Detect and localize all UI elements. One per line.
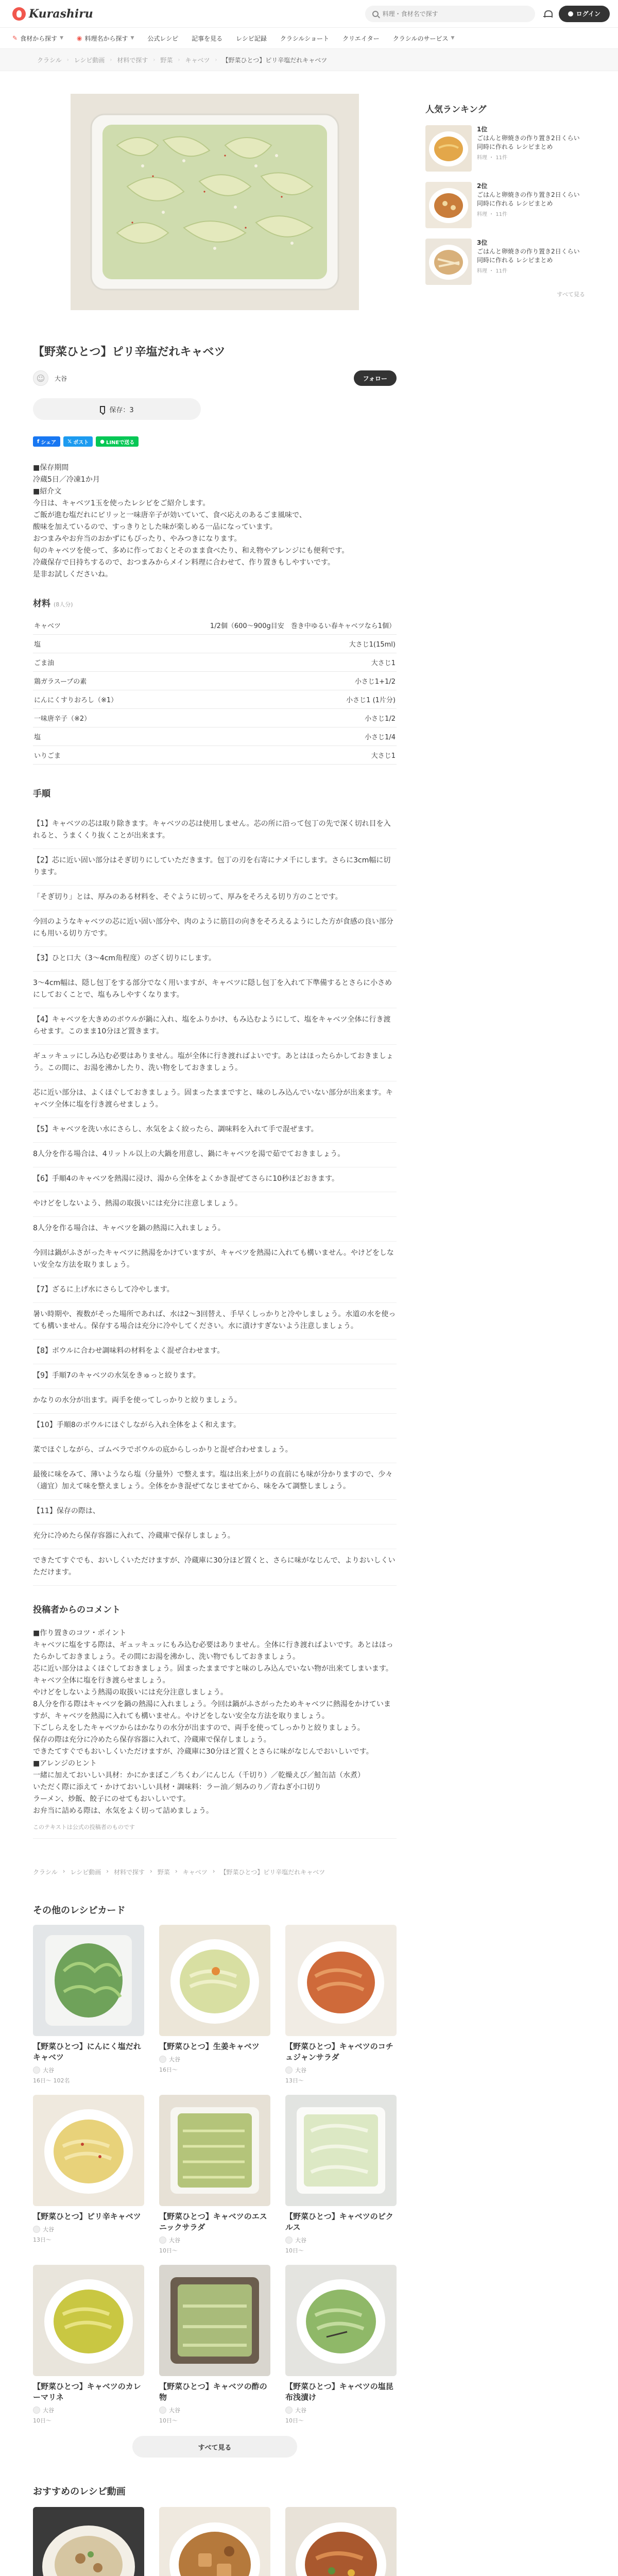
- avatar: [159, 2236, 166, 2244]
- nav-item-services[interactable]: クラシルのサービス ▼: [392, 35, 455, 42]
- rank-badge: 1位: [477, 126, 488, 133]
- step-item: 【5】キャベツを洗い水にさらし、水気をよく絞ったら、調味料を入れて手で混ぜます。: [33, 1118, 397, 1143]
- chevron-right-icon: ›: [66, 57, 69, 63]
- recipe-card-image: [285, 2095, 397, 2206]
- recipe-card-title: 【野菜ひとつ】キャベツのカレーマリネ: [33, 2382, 141, 2402]
- intro-line: ご飯が進む塩だれにピリッと一味唐辛子が効いていて、食べ応えのあるごま風味で、: [33, 511, 306, 519]
- video-card[interactable]: [159, 2507, 270, 2576]
- avatar: [33, 2406, 40, 2414]
- recipe-title: 【野菜ひとつ】ピリ辛塩だれキャベツ: [33, 346, 226, 359]
- bookmark-icon: [100, 406, 105, 413]
- avatar: [159, 2056, 166, 2063]
- step-item: 【6】手順4のキャベツを熱湯に浸け、湯から全体をよくかき混ぜてさらに10秒ほどおきます。: [33, 1167, 397, 1192]
- logo-icon: [12, 7, 26, 21]
- nav-item-dish-names[interactable]: ◉ 料理名から探す ▼: [77, 35, 134, 42]
- main-column: [33, 94, 397, 2576]
- recipe-card-image: [159, 1925, 270, 2036]
- breadcrumb-item[interactable]: 野菜: [160, 56, 173, 64]
- save-count-label: 保存：3: [109, 406, 134, 414]
- recipe-card[interactable]: [159, 2265, 270, 2425]
- chevron-right-icon: ›: [178, 57, 180, 63]
- step-item: 【9】手順7のキャベツの水気をきゅっと絞ります。: [33, 1364, 397, 1389]
- ingredient-row: 一味唐辛子（※2） 小さじ1/2: [33, 709, 397, 727]
- comment-line: やけどをしないよう熱湯の取扱いには充分注意しましょう。: [33, 1688, 228, 1697]
- step-item: 「そぎ切り」とは、厚みのある材料を、そぐように切って、厚みをそろえる切り方のことです。: [33, 886, 397, 910]
- step-item: かなりの水分が出ます。両手を使ってしっかりと絞りましょう。: [33, 1389, 397, 1414]
- recipe-card[interactable]: [285, 2265, 397, 2425]
- share-buttons: [33, 436, 397, 447]
- share-line-button[interactable]: ● LINEで送る: [96, 436, 139, 447]
- ingredient-row: ごま油 大さじ1: [33, 653, 397, 672]
- chevron-right-icon: ›: [106, 1868, 109, 1875]
- step-item: 【2】芯に近い固い部分はそぎ切りにしていただきます。包丁の刃を右寄にナメ千にします。さらに3cm幅に切ります。: [33, 849, 397, 886]
- other-recipes-grid: [33, 1925, 397, 2425]
- avatar: [285, 2066, 293, 2074]
- step-item: 3〜4cm幅は、隠し包丁をする部分でなく用いますが、キャベツに隠し包丁を入れて下準備するとさらに小さめにしておくことで、塩もみしやすくなります。: [33, 972, 397, 1008]
- step-item: 芯に近い部分は、よくほぐしておきましょう。固まったままですと、味のしみ込んでいない部分が出来ます。キャベツ全体に塩を行き渡らせましょう。: [33, 1081, 397, 1118]
- avatar: [33, 2226, 40, 2233]
- step-item: 8人分を作る場合は、キャベツを鍋の熱湯に入れましょう。: [33, 1217, 397, 1242]
- step-item: 【7】ざるに上げ水にさらして冷やします。: [33, 1278, 397, 1303]
- ranking-item[interactable]: [425, 125, 585, 172]
- search-box[interactable]: [365, 6, 535, 22]
- breadcrumb-item[interactable]: 材料で探す: [114, 1869, 145, 1876]
- recommended-videos-heading: おすすめのレシピ動画: [33, 2486, 126, 2497]
- ranking-item[interactable]: [425, 239, 585, 285]
- recipe-card-meta: 10日〜: [33, 2417, 52, 2424]
- breadcrumb: [37, 56, 585, 64]
- rank-badge: 3位: [477, 239, 488, 246]
- recipe-card-author: 大谷: [159, 2055, 270, 2063]
- video-card[interactable]: [33, 2507, 144, 2576]
- recipe-card[interactable]: [159, 2095, 270, 2255]
- intro-line: 冷蔵保存で日持ちするので、おつまみからメイン料理に合わせて、作り置きもしやすいです。: [33, 558, 335, 567]
- recipe-card-image: [33, 1925, 144, 2036]
- chevron-down-icon: ▼: [130, 36, 134, 41]
- login-button[interactable]: [559, 6, 610, 22]
- step-item: 暑い時期や、複数がそった場所であれば、水は2〜3回替え、手早くしっかりと冷やしましょう。水道の水を使っても構いません。保存する場合は充分に冷やしてください。水に漬けすぎないよう注意しましょう。: [33, 1303, 397, 1340]
- step-item: やけどをしないよう、熱湯の取扱いには充分に注意しましょう。: [33, 1192, 397, 1217]
- step-item: 【4】キャベツを大きめのボウルが鍋に入れ、塩をふりかけ、もみ込むようにして、塩をキャベツ全体に行き渡らせます。このまま10分ほど置きます。: [33, 1008, 397, 1045]
- ranking-item-author: 料理 ・ 11件: [477, 268, 508, 274]
- recipe-card-title: 【野菜ひとつ】生姜キャベツ: [159, 2042, 260, 2051]
- recipe-intro: [33, 462, 397, 581]
- video-card-image: [33, 2507, 144, 2576]
- recipe-card-meta: 10日〜: [159, 2247, 178, 2254]
- ranking-item-image: [425, 125, 472, 172]
- step-item: 【1】キャベツの芯は取り除きます。キャベツの芯は使用しません。芯の所に沿って包丁の先で深く切れ目を入れると、うまくくり抜くことが出来ます。: [33, 812, 397, 849]
- breadcrumb-current: 【野菜ひとつ】ピリ辛塩だれキャベツ: [222, 56, 328, 64]
- ranking-item-title: ごはんと卵焼きの作り置き2日くらい同時に作れる レシピまとめ: [477, 134, 580, 150]
- comment-line: 下ごしらえをしたキャベツからはかなりの水分が出ますので、両手を使ってしっかりと絞りましょう。: [33, 1724, 365, 1732]
- ranking-item-image: [425, 239, 472, 285]
- intro-line: ■保存期間: [33, 464, 69, 472]
- breadcrumb-item[interactable]: レシピ動画: [74, 56, 105, 64]
- ranking-item-title: ごはんと卵焼きの作り置き2日くらい同時に作れる レシピまとめ: [477, 191, 580, 207]
- step-item: 今回のようなキャベツの芯に近い固い部分や、肉のように筋目の向きをそろえるようにした方が食感の良い部分にも用いる切り方です。: [33, 910, 397, 947]
- author-row: [33, 370, 397, 386]
- step-item: 8人分を作る場合は、4リットル以上の大鍋を用意し、鍋にキャベツを湯で茹でておきましょう。: [33, 1143, 397, 1167]
- comment-note: このテキストは公式の投稿者のものです: [33, 1824, 135, 1831]
- step-item: 菜でほぐしながら、ゴムベラでボウルの底からしっかりと混ぜ合わせましょう。: [33, 1438, 397, 1463]
- chevron-right-icon: ›: [175, 1868, 178, 1875]
- author-comment: [33, 1628, 397, 1839]
- avatar: [33, 2066, 40, 2074]
- comment-line: できたてすぐでもおいしくいただけますが、冷蔵庫に30分ほど置くとさらに味がなじんでおいしいです。: [33, 1748, 373, 1756]
- recipe-card-title: 【野菜ひとつ】ピリ辛キャベツ: [33, 2212, 141, 2221]
- recipe-card-author: 大谷: [285, 2236, 397, 2244]
- recipe-card-image: [285, 2265, 397, 2376]
- ranking-item-text: [477, 125, 585, 172]
- recipe-card-author: 大谷: [159, 2406, 270, 2414]
- recipe-card-image: [285, 1925, 397, 2036]
- facebook-icon: f: [37, 438, 40, 445]
- comment-line: いただく際に添えて・かけておいしい具材・調味料：ラー油／刻みのり／青ねぎ小口切り: [33, 1783, 321, 1791]
- recipe-card[interactable]: [285, 1925, 397, 2084]
- comment-line: キャベツに塩をする際は、ギュッキュッにもみ込む必要はありません。全体に行き渡ればよいです。あとはほったらかしておきましょう。その間にお湯を沸かし、洗い物でもしておきましょう。: [33, 1641, 393, 1661]
- comment-line: ラーメン、炒飯、餃子にのせてもおいしいです。: [33, 1795, 191, 1803]
- recipe-card-author: 大谷: [285, 2066, 397, 2074]
- recipe-card-meta: 10日〜: [285, 2417, 304, 2424]
- sidebar: [425, 94, 585, 2576]
- ranking-item-image: [425, 182, 472, 228]
- comment-line: 一緒に加えておいしい具材：かにかまぼこ／ちくわ／にんじん（千切り）／乾燥えび／鮭缶詰（水煮）: [33, 1771, 365, 1780]
- share-x-button[interactable]: 𝕏 ポスト: [63, 436, 93, 447]
- nav-item-records[interactable]: レシピ記録: [236, 35, 267, 42]
- step-item: できたてすぐでも、おいしくいただけますが、冷蔵庫に30分ほど置くと、さらに味がなじんで、よりおいしくいただけます。: [33, 1549, 397, 1586]
- servings-label: (8人分): [54, 601, 73, 608]
- step-item: 【10】手順8のボウルにほぐしながら入れ全体をよく和えます。: [33, 1414, 397, 1438]
- chevron-right-icon: ›: [215, 57, 217, 63]
- step-item: 今回は鍋がふさがったキャベツに熱湯をかけていますが、キャベツを熱湯に入れても構いません。やけどをしない安全な方法を取りましょう。: [33, 1242, 397, 1278]
- chevron-right-icon: ›: [150, 1868, 152, 1875]
- chevron-right-icon: ›: [62, 1868, 65, 1875]
- step-item: 【3】ひと口大（3〜4cm角程度）のざく切りにします。: [33, 947, 397, 972]
- follow-button[interactable]: フォロー: [354, 370, 397, 386]
- recipe-card-title: 【野菜ひとつ】キャベツの酢の物: [159, 2382, 267, 2402]
- step-list: [33, 812, 397, 1586]
- avatar: [285, 2406, 293, 2414]
- ingredient-row: にんにくすりおろし（※1） 小さじ1 (1片分): [33, 690, 397, 709]
- ingredient-row: いりごま 大さじ1: [33, 746, 397, 765]
- x-icon: 𝕏: [67, 438, 72, 445]
- recipe-card-author: 大谷: [33, 2225, 144, 2233]
- ranking-item[interactable]: [425, 182, 585, 228]
- steps-heading: 手順: [33, 789, 50, 799]
- recipe-card[interactable]: [33, 2265, 144, 2425]
- nav-item-creators[interactable]: クリエイター: [342, 35, 380, 42]
- recipe-card-title: 【野菜ひとつ】キャベツの塩昆布浅漬け: [285, 2382, 393, 2402]
- recipe-card[interactable]: [159, 1925, 270, 2084]
- chevron-down-icon: ▼: [451, 36, 455, 41]
- step-item: 【8】ボウルに合わせ調味料の材料をよく混ぜ合わせます。: [33, 1340, 397, 1364]
- recipe-card-meta: 10日〜: [159, 2417, 178, 2424]
- comment-heading: 投稿者からのコメント: [33, 1605, 121, 1615]
- logo-text: Kurashiru: [29, 7, 93, 21]
- breadcrumb-bar: [0, 48, 618, 71]
- breadcrumb-bottom: [33, 1868, 397, 1876]
- recipe-card-title: 【野菜ひとつ】キャベツのエスニックサラダ: [159, 2212, 267, 2232]
- breadcrumb-item[interactable]: 材料で探す: [117, 56, 148, 64]
- author-name[interactable]: 大谷: [55, 375, 67, 382]
- chevron-right-icon: ›: [212, 1868, 215, 1875]
- ranking-item-title: ごはんと卵焼きの作り置き2日くらい同時に作れる レシピまとめ: [477, 248, 580, 264]
- search-input[interactable]: [383, 10, 528, 18]
- intro-line: 旬のキャベツを使って、多めに作っておくとそのまま食べたり、和え物やアレンジにも便利です。: [33, 547, 349, 555]
- site-header: [0, 0, 618, 28]
- video-card-image: [159, 2507, 270, 2576]
- dish-icon: ◉: [77, 35, 82, 42]
- page-body: [33, 71, 585, 2576]
- comment-line: 8人分を作る際はキャベツを鍋の熱湯に入れましょう。今回は鍋がふさがったためキャベツに熱湯をかけていますが、キャベツを熱湯に入れても構いません。やけどをしない安全な方法を取りましょう。: [33, 1700, 391, 1720]
- ingredient-row: キャベツ 1/2個（600〜900g目安 巻き中ゆるい春キャベツなら1個）: [33, 616, 397, 635]
- ranking-heading: 人気ランキング: [425, 105, 487, 115]
- recipe-card-meta: 16日〜: [159, 2066, 178, 2073]
- nav-item-official[interactable]: 公式レシピ: [147, 35, 179, 42]
- recipe-card-image: [33, 2095, 144, 2206]
- save-recipe-button[interactable]: [33, 398, 201, 420]
- comment-line: 芯に近い部分はよくほぐしておきましょう。固まったままですと味のしみ込んでいない物が出来てしまいます。キャベツ全体に塩を行き渡らせましょう。: [33, 1665, 393, 1685]
- recipe-card-meta: 16日〜 102名: [33, 2077, 70, 2084]
- ranking-item-text: [477, 182, 585, 228]
- login-label: ログイン: [576, 10, 600, 18]
- avatar: [159, 2406, 166, 2414]
- breadcrumb-item[interactable]: キャベツ: [182, 1869, 208, 1876]
- intro-line: 冷蔵5日／冷凍1か月: [33, 476, 100, 484]
- logo[interactable]: [12, 7, 93, 21]
- recommended-videos-grid: [33, 2507, 397, 2576]
- user-icon: [568, 11, 573, 16]
- recipe-card-title: 【野菜ひとつ】キャベツのピクルス: [285, 2212, 393, 2232]
- ingredient-row: 塩 大さじ1(15ml): [33, 635, 397, 653]
- nav-item-shorts[interactable]: クラシルショート: [280, 35, 330, 42]
- recipe-hero-image: [71, 94, 359, 310]
- chevron-right-icon: ›: [110, 57, 112, 63]
- breadcrumb-current: 【野菜ひとつ】ピリ辛塩だれキャベツ: [220, 1869, 325, 1876]
- search-icon: [372, 11, 379, 17]
- video-card[interactable]: [285, 2507, 397, 2576]
- ranking-item-author: 料理 ・ 11件: [477, 155, 508, 161]
- video-card-image: [285, 2507, 397, 2576]
- line-icon: ●: [100, 438, 105, 445]
- recipe-card-image: [33, 2265, 144, 2376]
- rank-badge: 2位: [477, 182, 488, 190]
- intro-line: ■紹介文: [33, 487, 62, 496]
- recipe-card-author: 大谷: [285, 2406, 397, 2414]
- recipe-card-image: [159, 2095, 270, 2206]
- carrot-icon: ✎: [12, 35, 18, 42]
- step-item: ギュッキュッにしみ込む必要はありません。塩が全体に行き渡ればよいです。あとはほったらかしておきましょう。この間に、お湯を沸かしたり、洗い物をしておきましょう。: [33, 1045, 397, 1081]
- ranking-item-text: [477, 239, 585, 285]
- breadcrumb-item[interactable]: クラシル: [33, 1869, 58, 1876]
- recipe-card-author: 大谷: [33, 2406, 144, 2414]
- comment-line: 保存の際は充分に冷めたら保存容器に入れて、冷蔵庫で保存しましょう。: [33, 1736, 271, 1744]
- breadcrumb-item[interactable]: レシピ動画: [70, 1869, 101, 1876]
- recipe-card[interactable]: [33, 1925, 144, 2084]
- recipe-card[interactable]: [285, 2095, 397, 2255]
- recipe-card-image: [159, 2265, 270, 2376]
- chevron-down-icon: ▼: [60, 36, 63, 41]
- ingredient-row: 塩 小さじ1/4: [33, 727, 397, 746]
- intro-line: 是非お試しくださいね。: [33, 570, 112, 579]
- recipe-card-meta: 13日〜: [285, 2077, 304, 2084]
- comment-line: お弁当に詰める際は、水気をよく切って詰めましょう。: [33, 1807, 213, 1815]
- recipe-card-meta: 13日〜: [33, 2236, 52, 2243]
- intro-line: 酸味を加えているので、すっきりとした味が楽しめる一品になっています。: [33, 523, 277, 531]
- intro-line: 今日は、キャベツ1玉を使ったレシピをご紹介します。: [33, 499, 210, 507]
- ranking-item-author: 料理 ・ 11件: [477, 212, 508, 217]
- nav-item-ingredients[interactable]: ✎ 食材から探す ▼: [12, 35, 63, 42]
- step-item: 最後に味をみて、薄いようなら塩（分量外）で整えます。塩は出来上がりの直前にも味が分かりますので、少々（適宜）加えて味を整えましょう。全体をかき混ぜてなじませてから、味をみて調整しましょう。: [33, 1463, 397, 1500]
- breadcrumb-item[interactable]: 野菜: [157, 1869, 170, 1876]
- comment-line: ■作り置きのコツ・ポイント: [33, 1629, 127, 1637]
- global-nav: [0, 28, 618, 48]
- other-recipes-heading: その他のレシピカード: [33, 1905, 126, 1916]
- recipe-card-author: 大谷: [159, 2236, 270, 2244]
- author-avatar[interactable]: ☺: [33, 370, 48, 386]
- step-item: 充分に冷めたら保存容器に入れて、冷蔵庫で保存しましょう。: [33, 1524, 397, 1549]
- see-all-recipes-button[interactable]: すべて見る: [132, 2436, 297, 2458]
- intro-line: おつまみやお弁当のおかずにもぴったり、やみつきになります。: [33, 535, 242, 543]
- ingredient-row: 鶏ガラスープの素 小さじ1+1/2: [33, 672, 397, 690]
- ingredient-list: [33, 616, 397, 765]
- avatar: [285, 2236, 293, 2244]
- recipe-card[interactable]: [33, 2095, 144, 2255]
- breadcrumb-item[interactable]: キャベツ: [185, 56, 210, 64]
- breadcrumb-item[interactable]: クラシル: [37, 56, 62, 64]
- step-item: 【11】保存の際は、: [33, 1500, 397, 1524]
- recipe-card-meta: 10日〜: [285, 2247, 304, 2254]
- recipe-card-title: 【野菜ひとつ】キャベツのコチュジャンサラダ: [285, 2042, 393, 2062]
- ranking-see-all-link[interactable]: すべて見る: [557, 291, 585, 298]
- notification-bell-icon[interactable]: [543, 10, 552, 18]
- comment-line: ■アレンジのヒント: [33, 1759, 97, 1768]
- ingredients-heading: 材料 (8人分): [33, 599, 73, 609]
- recipe-card-title: 【野菜ひとつ】にんにく塩だれキャベツ: [33, 2042, 141, 2062]
- nav-item-articles[interactable]: 記事を見る: [192, 35, 223, 42]
- recipe-card-author: 大谷: [33, 2066, 144, 2074]
- chevron-right-icon: ›: [153, 57, 156, 63]
- share-facebook-button[interactable]: f シェア: [33, 436, 60, 447]
